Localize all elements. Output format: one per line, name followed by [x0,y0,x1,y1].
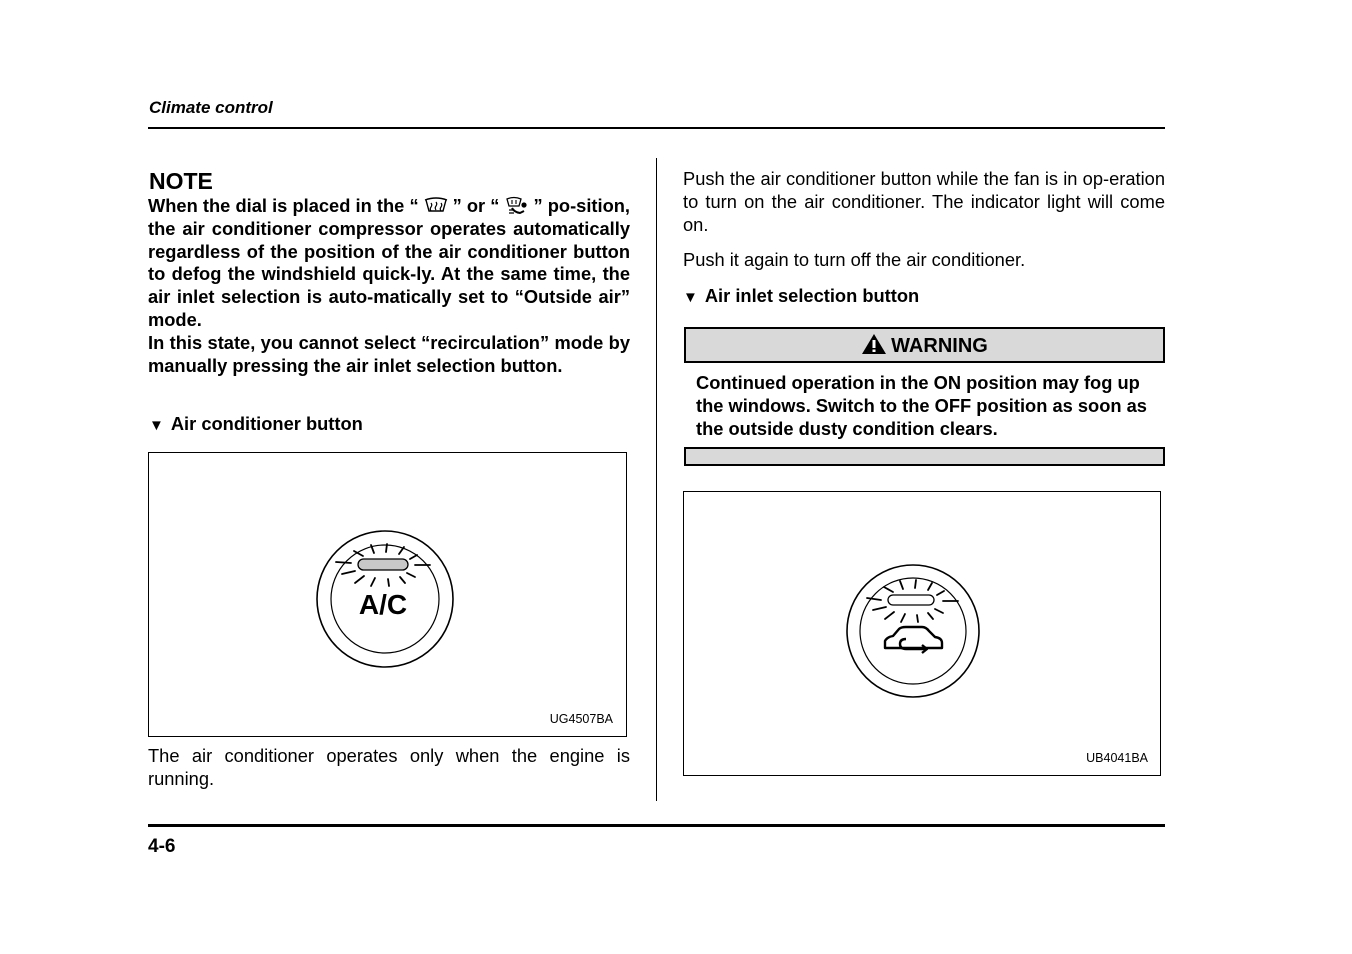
warning-text: Continued operation in the ON position may fog up the windows. Switch to the OFF position as soon as the outside dusty condition clears. [696,372,1147,439]
ac-off-paragraph: Push it again to turn off the air conditioner. [683,249,1026,270]
footer-rule [148,824,1165,827]
inlet-section-title: Air inlet selection button [704,285,920,306]
section-title: Climate control [149,98,273,117]
triangle-marker-icon: ▼ [683,289,698,306]
ac-caption: The air conditioner operates only when the engine is running. [148,745,630,789]
ac-button-figure [148,452,627,737]
note-paragraph-1 [148,195,630,332]
ac-section-title: Air conditioner button [170,413,363,434]
warning-header-bar [684,327,1165,363]
note-body [148,195,630,377]
figure-code: UB4041BA [1086,751,1148,765]
page-number: 4-6 [148,836,176,857]
triangle-marker-icon: ▼ [149,417,164,434]
warning-label-text: WARNING [891,335,988,357]
note-text-a: When the dial is placed in the “ [148,195,419,216]
warning-triangle-icon [861,333,887,355]
warning-footer-bar [684,447,1165,466]
inlet-button-illustration [684,492,1160,775]
ac-section-heading [149,413,363,435]
inlet-section-heading [683,285,919,307]
windshield-defrost-icon [419,196,453,216]
note-text-c: ” po-sition, the air conditioner compressor operates automatically regardless of the position of the air conditioner button to defog the windshield quick-ly. At the same time, the air inlet selection is auto-matically set to “Outside air” mode. [148,195,630,330]
ac-button-label: A/C [358,589,408,620]
note-paragraph-2: In this state, you cannot select “recirculation” mode by manually pressing the air inlet selection button. [148,331,630,376]
header-rule [148,127,1165,129]
ac-instruction-paragraph: Push the air conditioner button while the fan is in op-eration to turn on the air conditioner. The indicator light will come on. [683,168,1165,235]
column-divider [656,158,657,801]
warning-label [686,333,1163,358]
inlet-button-figure [683,491,1161,776]
note-text-b: ” or “ [452,195,500,216]
ac-button-illustration [149,453,626,736]
figure-code: UG4507BA [549,712,613,726]
defrost-foot-icon [499,196,533,216]
note-heading: NOTE [149,168,213,194]
